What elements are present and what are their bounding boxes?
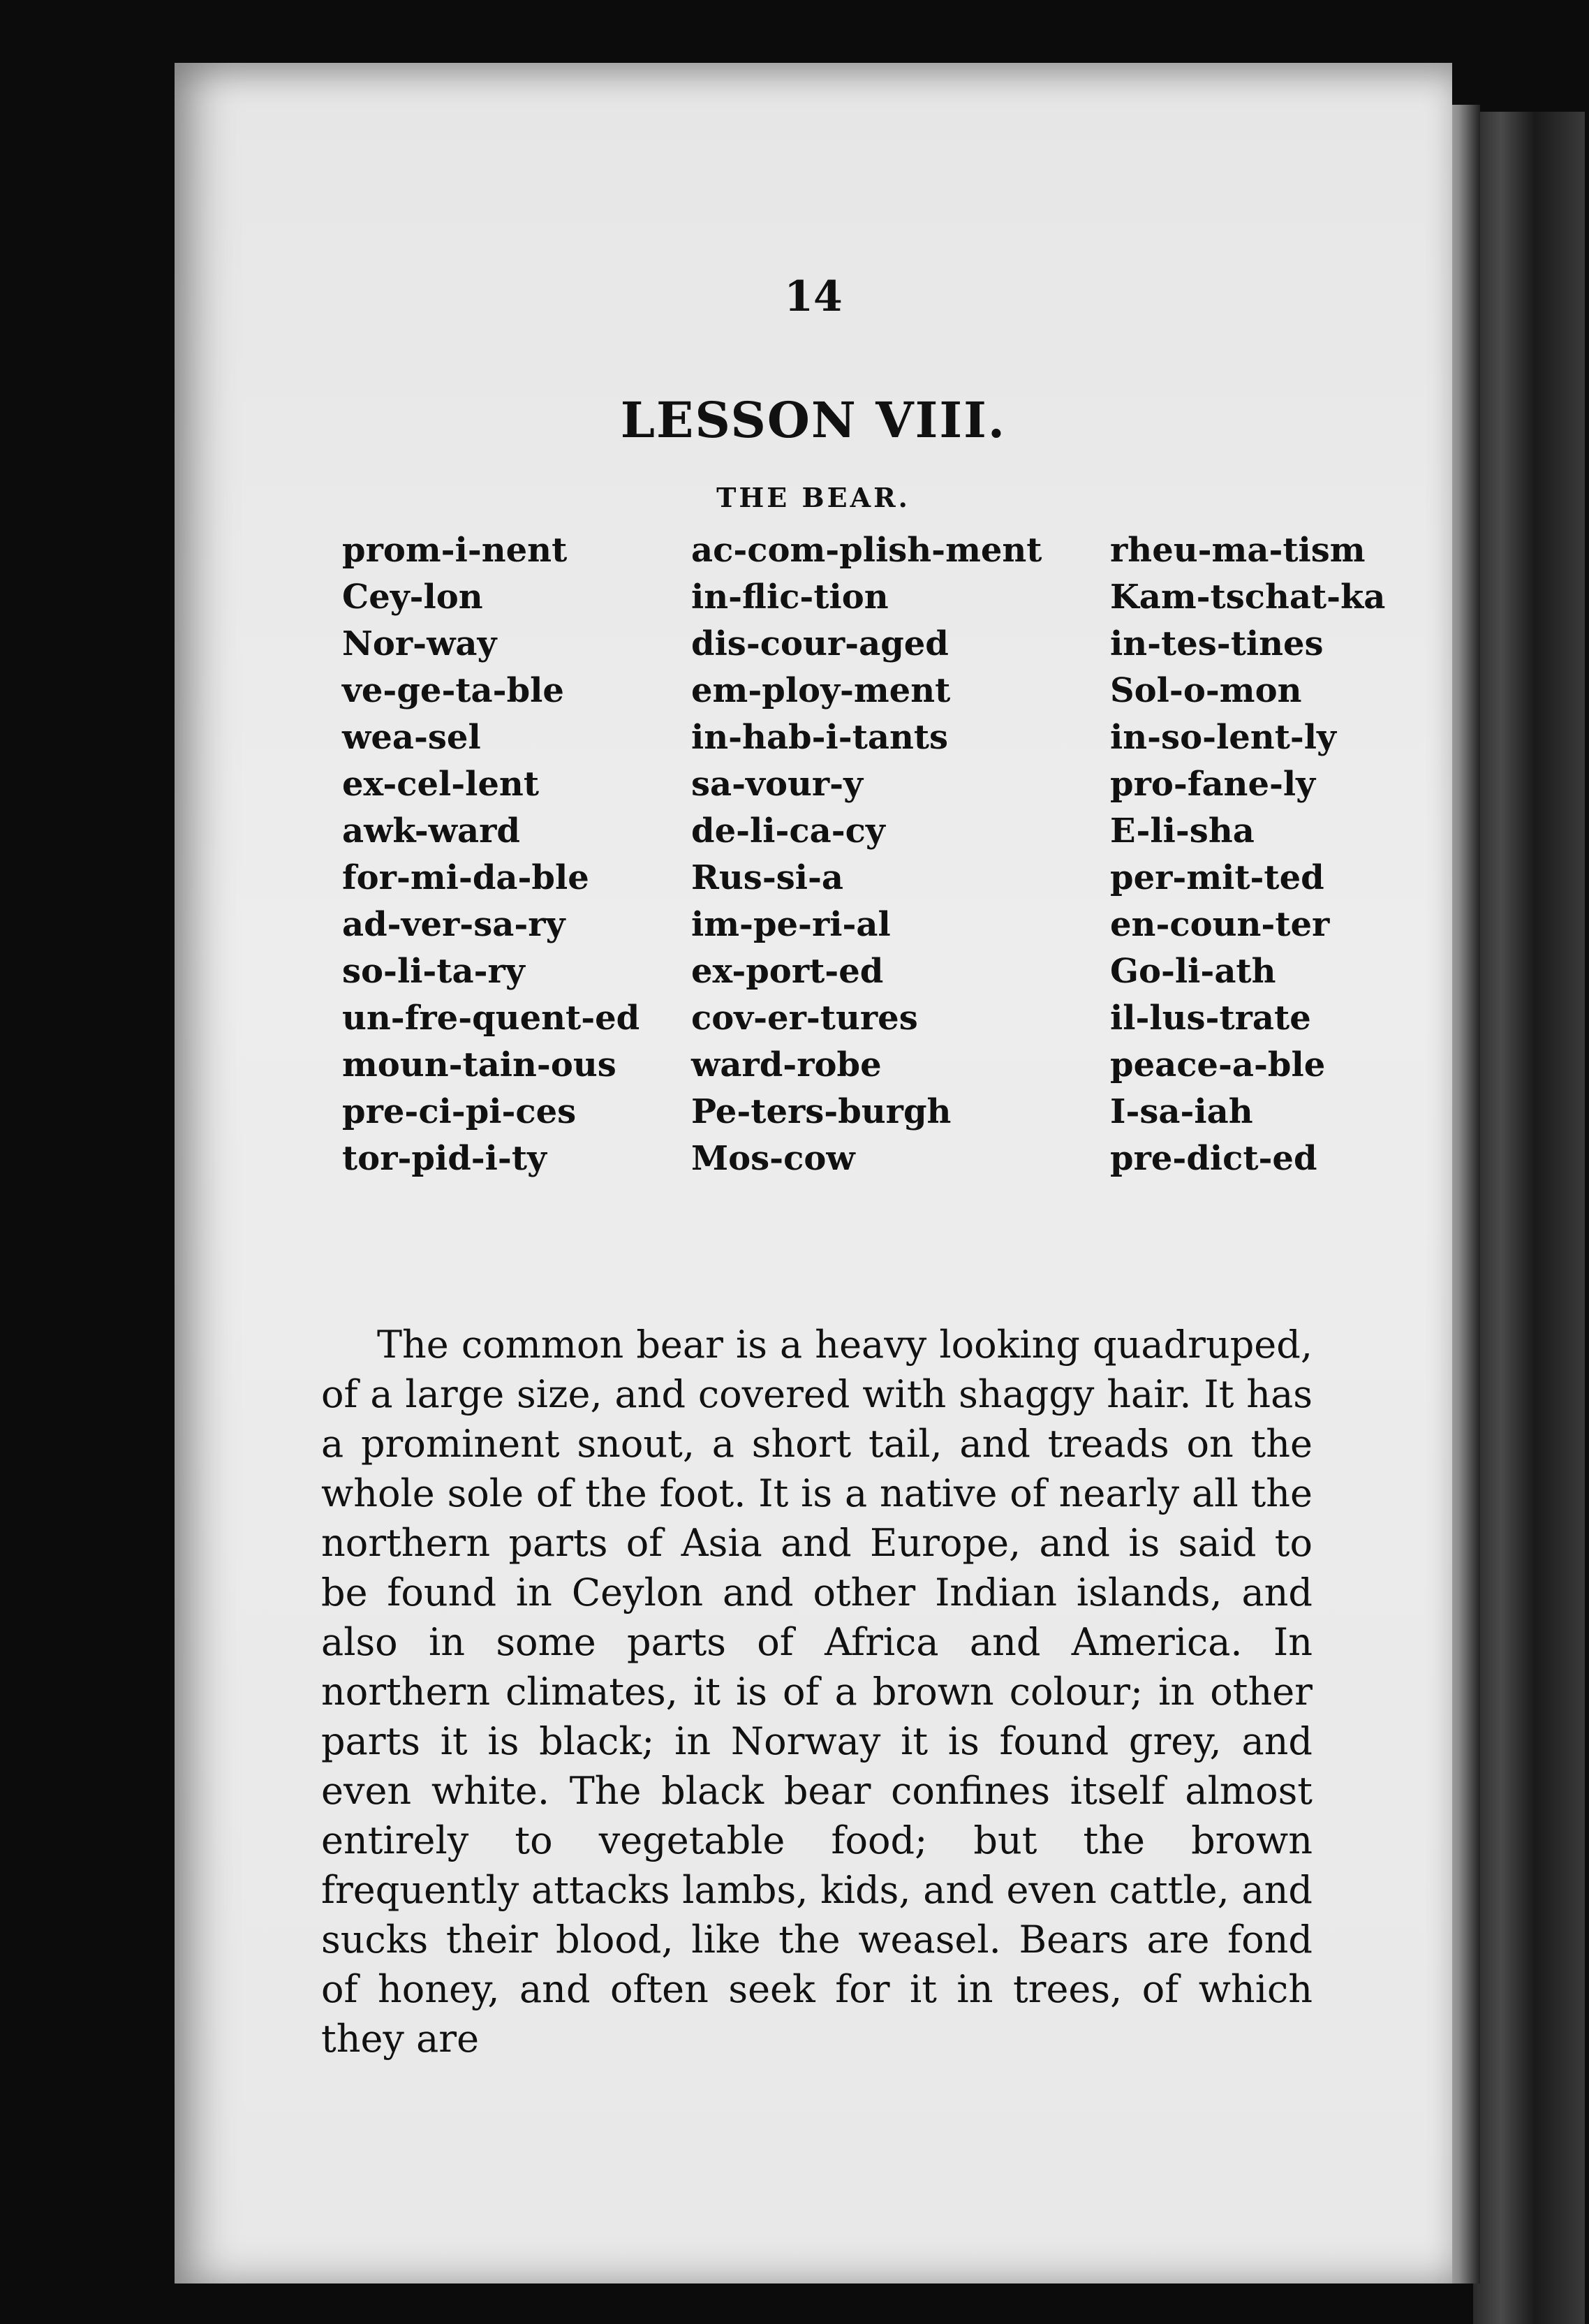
lesson-subtitle: THE BEAR. <box>716 482 910 513</box>
spelling-word: Nor-way <box>342 624 497 663</box>
word-column-1 <box>342 527 640 1182</box>
spelling-word: Pe-ters-burgh <box>691 1092 952 1131</box>
spelling-word: rheu-ma-tism <box>1110 531 1366 570</box>
spelling-word: de-li-ca-cy <box>691 811 885 851</box>
spelling-word: in-so-lent-ly <box>1110 718 1336 757</box>
spelling-word: Mos-cow <box>691 1139 855 1178</box>
spelling-word: in-flic-tion <box>691 578 889 617</box>
spelling-word: in-tes-tines <box>1110 624 1324 663</box>
spelling-word: pre-ci-pi-ces <box>342 1092 577 1131</box>
spelling-word: tor-pid-i-ty <box>342 1139 547 1178</box>
spelling-word: un-fre-quent-ed <box>342 999 640 1038</box>
spelling-word: im-pe-ri-al <box>691 905 891 944</box>
spelling-word: em-ploy-ment <box>691 671 951 710</box>
spelling-word: pre-dict-ed <box>1110 1139 1317 1178</box>
spelling-word: peace-a-ble <box>1110 1045 1326 1084</box>
spelling-word: ve-ge-ta-ble <box>342 671 564 710</box>
spelling-word: Go-li-ath <box>1110 952 1276 991</box>
spelling-word: moun-tain-ous <box>342 1045 616 1084</box>
spelling-word: ad-ver-sa-ry <box>342 905 566 944</box>
spelling-word: wea-sel <box>342 718 481 757</box>
spelling-word: pro-fane-ly <box>1110 765 1316 804</box>
lesson-title: LESSON VIII. <box>620 391 1007 449</box>
spelling-word: so-li-ta-ry <box>342 952 525 991</box>
body-paragraph: The common bear is a heavy looking quadruped, of a large size, and covered with shaggy hair. It has a prominent snout, a short tail, and treads on the whole sole of the foot. It is a native of nearly all the northern parts of Asia and Europe, and is said to be found in Ceylon and other Indian islands, and also in some parts of Africa and America. In northern climates, it is of a brown colour; in other parts it is black; in Norway it is found grey, and even white. The black bear confines itself almost entirely to vegetable food; but the brown frequently attacks lambs, kids, and even cattle, and sucks their blood, like the weasel. Bears are fond of honey, and often seek for it in trees, of which they are <box>321 1323 1313 2061</box>
spelling-word: ex-cel-lent <box>342 765 539 804</box>
page-number: 14 <box>784 272 843 321</box>
spelling-word: Cey-lon <box>342 578 483 617</box>
spelling-word: sa-vour-y <box>691 765 863 804</box>
spelling-word: dis-cour-aged <box>691 624 949 663</box>
word-column-3 <box>1110 527 1403 1182</box>
spelling-word: en-coun-ter <box>1110 905 1330 944</box>
spelling-word: I-sa-iah <box>1110 1092 1253 1131</box>
spelling-word: ex-port-ed <box>691 952 884 991</box>
spelling-word: Sol-o-mon <box>1110 671 1302 710</box>
spelling-word: ward-robe <box>691 1045 882 1084</box>
word-column-2 <box>691 527 1054 1182</box>
spelling-word: in-hab-i-tants <box>691 718 949 757</box>
book-page <box>175 63 1452 2283</box>
spelling-word-list <box>342 527 1424 1182</box>
book-spine <box>1473 112 1585 2324</box>
spelling-word: for-mi-da-ble <box>342 858 589 897</box>
lesson-body <box>321 1320 1313 2064</box>
spelling-word: awk-ward <box>342 811 520 851</box>
spelling-word: il-lus-trate <box>1110 999 1311 1038</box>
spelling-word: prom-i-nent <box>342 531 568 570</box>
spelling-word: Rus-si-a <box>691 858 844 897</box>
spelling-word: Kam-tschat-ka <box>1110 578 1386 617</box>
spelling-word: E-li-sha <box>1110 811 1255 851</box>
spelling-word: per-mit-ted <box>1110 858 1324 897</box>
spelling-word: ac-com-plish-ment <box>691 531 1042 570</box>
spelling-word: cov-er-tures <box>691 999 918 1038</box>
